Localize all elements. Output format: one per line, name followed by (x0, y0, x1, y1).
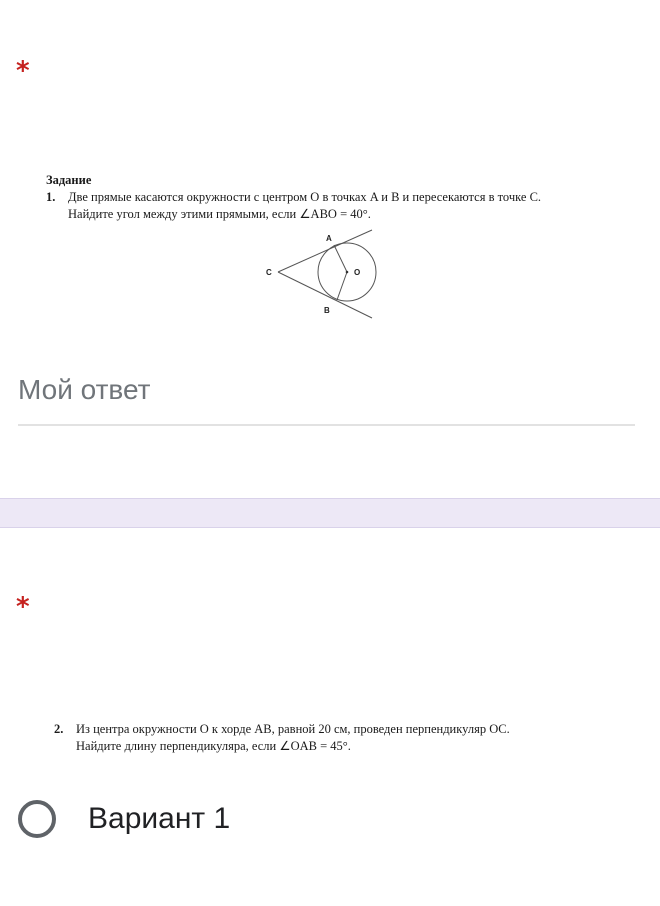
radio-button[interactable] (18, 800, 56, 838)
task-2-text-line2: Найдите длину перпендикуляра, если ∠OAB = 45°. (76, 739, 351, 753)
radius-oa (334, 245, 347, 272)
answer-underline (18, 424, 635, 426)
answer-input[interactable]: Мой ответ (18, 374, 151, 405)
task-2-text-line1: Из центра окружности O к хорде AB, равной 20 см, проведен перпендикуляр OC. (76, 722, 510, 736)
task-text-line2: Найдите угол между этими прямыми, если ∠ABO = 40°. (68, 207, 371, 221)
required-asterisk: * (16, 56, 30, 86)
required-asterisk-2: * (16, 592, 30, 622)
radius-ob (337, 272, 347, 300)
geometry-figure (258, 228, 388, 323)
task-number-2: 2. (54, 722, 64, 736)
option-label[interactable]: Вариант 1 (88, 802, 231, 835)
label-c: C (266, 268, 272, 277)
label-a: A (326, 234, 332, 243)
label-b: B (324, 306, 330, 315)
task-text-line1: Две прямые касаются окружности с центром O в точках A и B и пересекаются в точке C. (68, 190, 542, 204)
question-1-image-text (46, 172, 636, 223)
label-o: O (354, 268, 361, 277)
section-divider (0, 498, 660, 528)
tangent-line-upper (278, 230, 372, 272)
option-variant-1[interactable] (18, 800, 230, 838)
task-heading: Задание (46, 173, 92, 187)
task-number: 1. (46, 190, 56, 204)
center-point (346, 271, 349, 274)
question-2-image-text (54, 721, 644, 755)
question-card-2 (0, 528, 660, 906)
